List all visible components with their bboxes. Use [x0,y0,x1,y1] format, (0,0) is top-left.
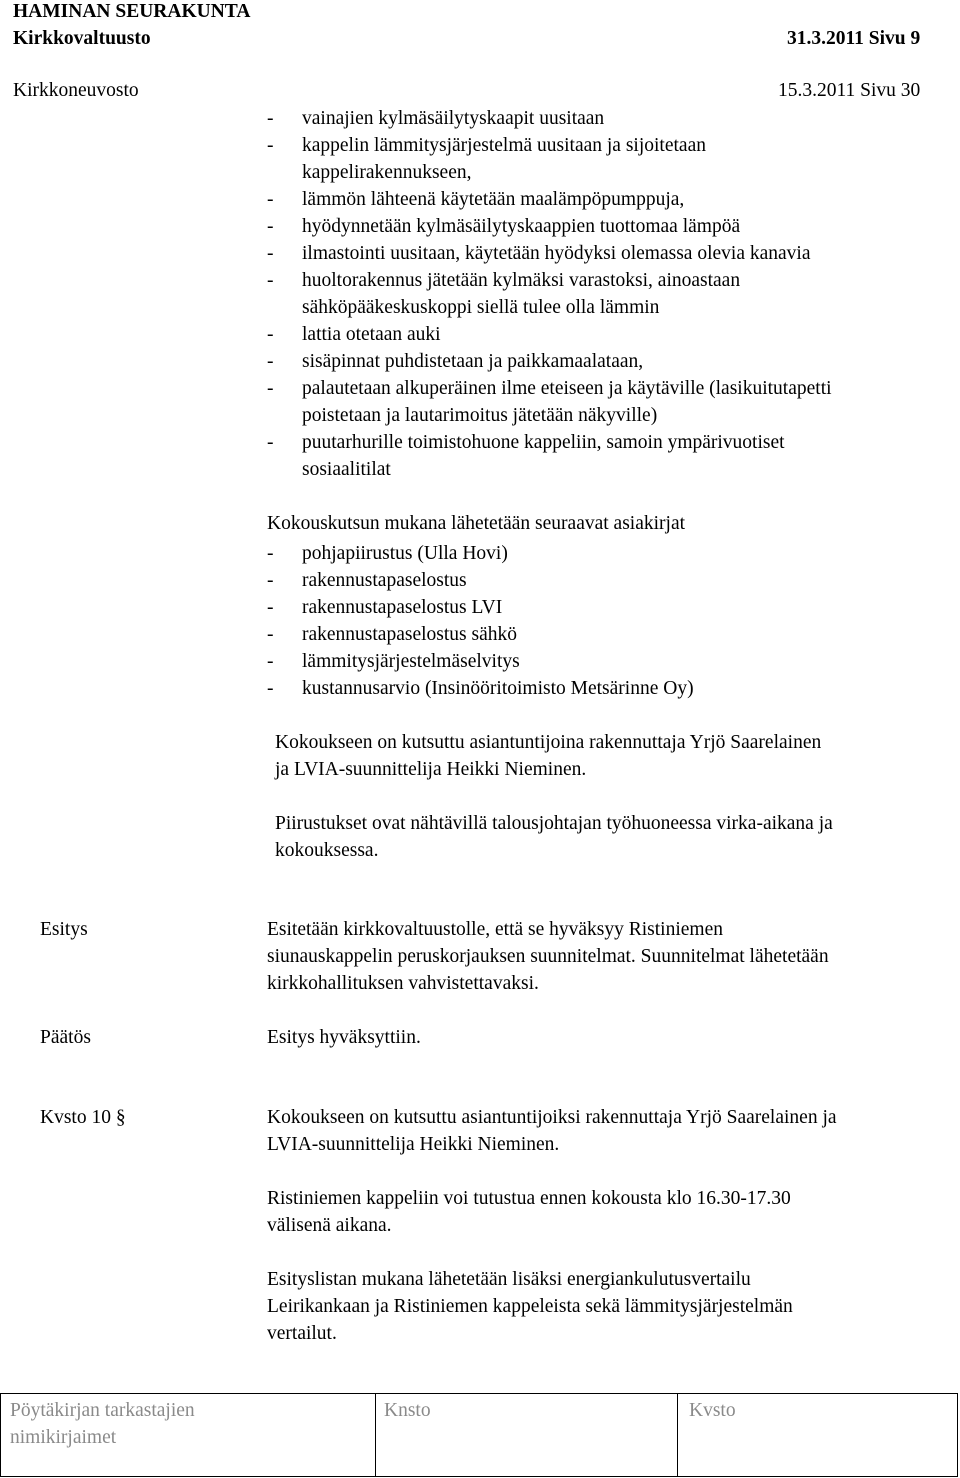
list-bullet: - [267,135,274,156]
list-item-text: huoltorakennus jätetään kylmäksi varastoksi, ainoastaan [302,270,741,291]
paragraph-line: Kokoukseen on kutsuttu asiantuntijoiksi rakennuttaja Yrjö Saarelainen ja [267,1107,837,1128]
attachment-item: rakennustapaselostus [302,570,467,591]
paragraph-line: ja LVIA-suunnittelija Heikki Nieminen. [275,759,587,780]
paragraph-line: kokouksessa. [275,840,379,861]
list-bullet: - [267,432,274,453]
page-number-secondary: 15.3.2011 Sivu 30 [778,80,921,101]
list-bullet: - [267,678,274,699]
footer-kvsto-label: Kvsto [689,1400,736,1421]
list-bullet: - [267,624,274,645]
list-bullet: - [267,543,274,564]
paragraph-line: LVIA-suunnittelija Heikki Nieminen. [267,1134,560,1155]
list-item-text: kappelin lämmitysjärjestelmä uusitaan ja sijoitetaan [302,135,706,156]
paragraph-line: Leirikankaan ja Ristiniemen kappeleista sekä lämmitysjärjestelmän [267,1296,793,1317]
paragraph-line: välisenä aikana. [267,1215,392,1236]
esitys-label: Esitys [40,919,88,940]
paragraph-line: Piirustukset ovat nähtävillä talousjohtajan työhuoneessa virka-aikana ja [275,813,833,834]
signature-footer [0,1393,958,1477]
paragraph-line: vertailut. [267,1323,337,1344]
list-item-text: poistetaan ja lautarimoitus jätetään näkyville) [302,405,658,426]
list-bullet: - [267,243,274,264]
organization-name: HAMINAN SEURAKUNTA [13,1,251,22]
page-number-primary: 31.3.2011 Sivu 9 [787,28,921,49]
footer-initials-label: nimikirjaimet [10,1427,117,1448]
paatos-label: Päätös [40,1027,91,1048]
list-item-text: lattia otetaan auki [302,324,441,345]
list-bullet: - [267,324,274,345]
list-bullet: - [267,570,274,591]
footer-divider [677,1394,678,1476]
list-bullet: - [267,216,274,237]
list-bullet: - [267,351,274,372]
attachment-item: rakennustapaselostus sähkö [302,624,517,645]
paragraph-line: siunauskappelin peruskorjauksen suunnitelmat. Suunnitelmat lähetetään [267,946,829,967]
list-item-text: vainajien kylmäsäilytyskaapit uusitaan [302,108,605,129]
list-item-text: sisäpinnat puhdistetaan ja paikkamaalataan, [302,351,644,372]
paragraph-line: Esitetään kirkkovaltuustolle, että se hyväksyy Ristiniemen [267,919,723,940]
list-item-text: ilmastointi uusitaan, käytetään hyödyksi olemassa olevia kanavia [302,243,811,264]
list-item-text: kappelirakennukseen, [302,162,472,183]
attachment-item: pohjapiirustus (Ulla Hovi) [302,543,508,564]
list-item-text: lämmön lähteenä käytetään maalämpöpumppuja, [302,189,685,210]
attachments-intro: Kokouskutsun mukana lähetetään seuraavat asiakirjat [267,513,686,534]
list-item-text: sosiaalitilat [302,459,391,480]
list-bullet: - [267,378,274,399]
kvsto-section-label: Kvsto 10 § [40,1107,126,1128]
list-item-text: puutarhurille toimistohuone kappeliin, samoin ympärivuotiset [302,432,785,453]
paragraph-line: Esityslistan mukana lähetetään lisäksi energiankulutusvertailu [267,1269,751,1290]
attachment-item: rakennustapaselostus LVI [302,597,503,618]
list-bullet: - [267,597,274,618]
paragraph-line: kirkkohallituksen vahvistettavaksi. [267,973,539,994]
footer-divider [375,1394,376,1476]
list-item-text: hyödynnetään kylmäsäilytyskaappien tuottomaa lämpöä [302,216,741,237]
list-item-text: palautetaan alkuperäinen ilme eteiseen ja käytäville (lasikuitutapetti [302,378,832,399]
paragraph-line: Kokoukseen on kutsuttu asiantuntijoina rakennuttaja Yrjö Saarelainen [275,732,822,753]
list-bullet: - [267,651,274,672]
paatos-text: Esitys hyväksyttiin. [267,1027,421,1048]
document-subbody-title: Kirkkoneuvosto [13,80,139,101]
list-bullet: - [267,108,274,129]
paragraph-line: Ristiniemen kappeliin voi tutustua ennen kokousta klo 16.30-17.30 [267,1188,791,1209]
list-bullet: - [267,189,274,210]
attachment-item: kustannusarvio (Insinööritoimisto Metsärinne Oy) [302,678,694,699]
footer-reviewers-label: Pöytäkirjan tarkastajien [10,1400,195,1421]
footer-knsto-label: Knsto [384,1400,431,1421]
list-item-text: sähköpääkeskuskoppi siellä tulee olla lämmin [302,297,660,318]
attachment-item: lämmitysjärjestelmäselvitys [302,651,520,672]
document-body-title: Kirkkovaltuusto [13,28,151,49]
list-bullet: - [267,270,274,291]
